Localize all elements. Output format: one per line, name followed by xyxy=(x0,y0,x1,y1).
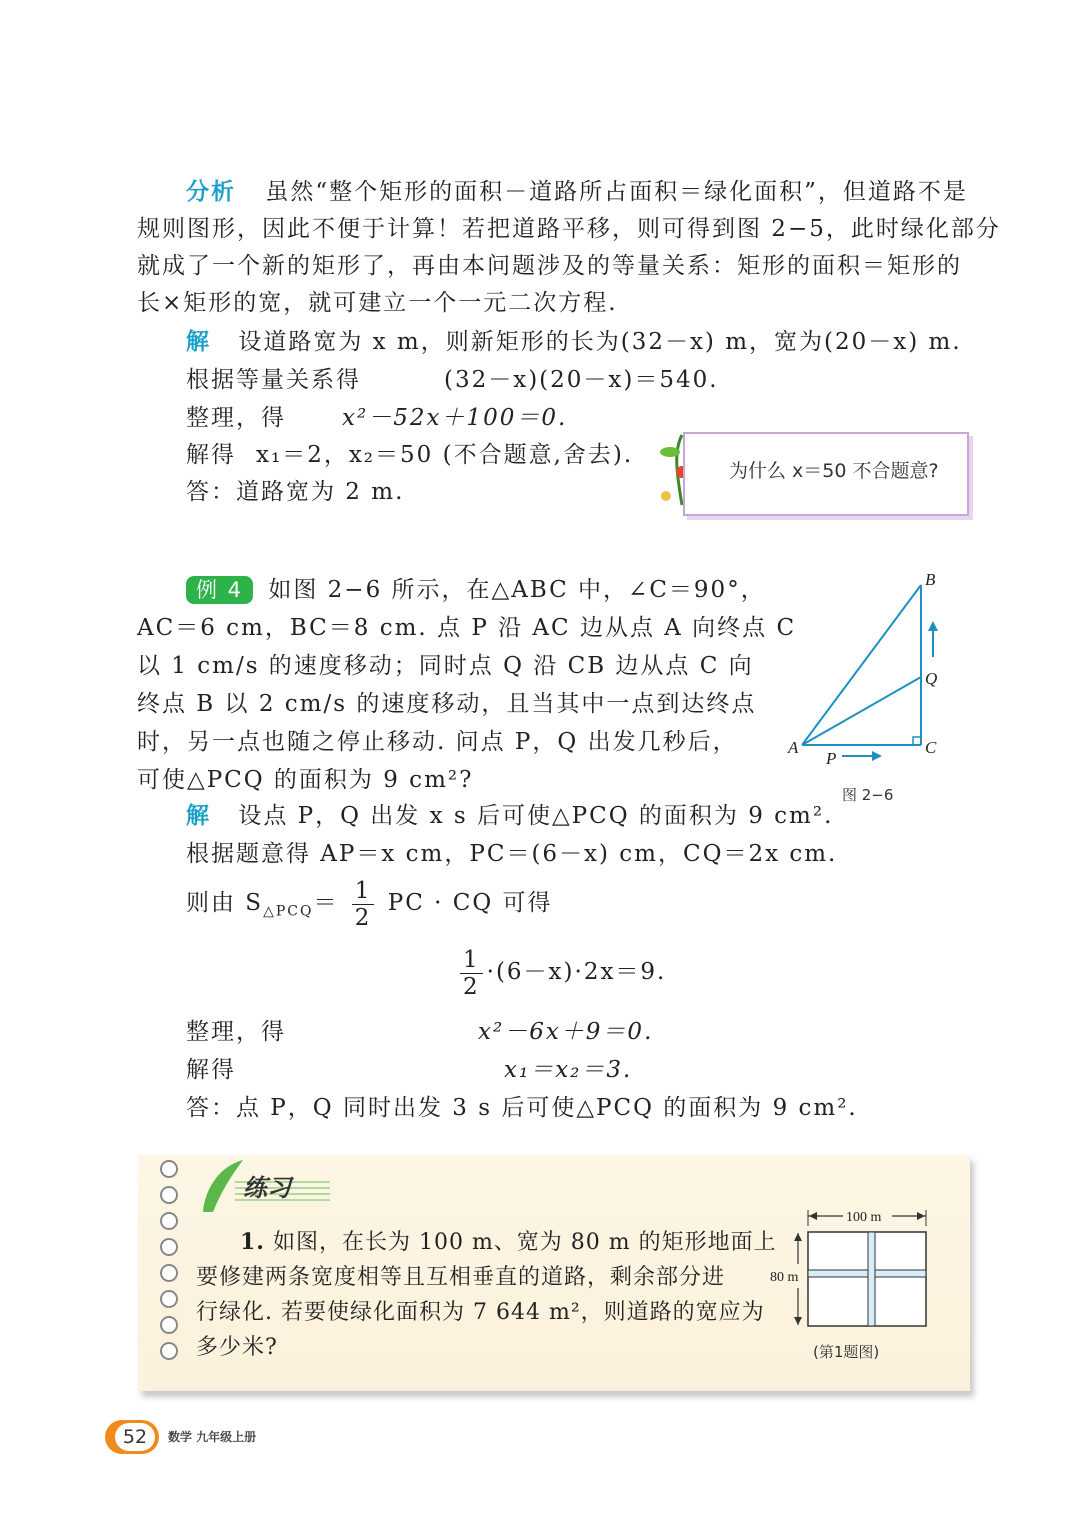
practice-line-3: 行绿化. 若要使绿化面积为 7 644 m²，则道路的宽应为 xyxy=(196,1300,765,1325)
practice-figure xyxy=(768,1206,938,1336)
segment-aq xyxy=(802,677,921,745)
example4-line-5: 时，另一点也随之停止移动. 问点 P，Q 出发几秒后， xyxy=(137,729,738,755)
ring-icon xyxy=(160,1264,178,1282)
solution1-line-5: 答：道路宽为 2 m. xyxy=(186,479,405,505)
solution2-line-4: $\frac{1}{2}$ ·(6－x)·2x＝9. xyxy=(456,946,666,1000)
solution2-line-1: 解 设点 P，Q 出发 x s 后可使△PCQ 的面积为 9 cm². xyxy=(186,803,834,829)
solution1-label: 解 xyxy=(186,329,211,355)
practice-line-2: 要修建两条宽度相等且互相垂直的道路，剩余部分进 xyxy=(196,1265,726,1290)
label-q: Q xyxy=(925,669,938,688)
example4-tag: 例 4 xyxy=(186,576,253,604)
figure-2-6-caption: 图 2−6 xyxy=(842,786,894,804)
fig-height-label: 80 m xyxy=(770,1270,799,1285)
fraction-half-2: $\frac{1}{2}$ xyxy=(460,947,483,1000)
example4-line-1: 例 4 如图 2−6 所示，在△ABC 中，∠C＝90°， xyxy=(186,574,766,606)
fig-width-label: 100 m xyxy=(846,1210,882,1225)
side-ab xyxy=(802,585,921,745)
ring-icon xyxy=(160,1238,178,1256)
practice-line-1: 1. 如图，在长为 100 m、宽为 80 m 的矩形地面上 xyxy=(240,1229,777,1255)
ring-icon xyxy=(160,1186,178,1204)
ring-icon xyxy=(160,1160,178,1178)
practice-title: 练习 xyxy=(243,1174,291,1202)
ring-icon xyxy=(160,1316,178,1334)
example4-line-6: 可使△PCQ 的面积为 9 cm²? xyxy=(137,767,474,793)
note-text: 为什么 x＝50 不合题意? xyxy=(729,460,939,482)
solution1-line-2: 根据等量关系得 (32－x)(20－x)＝540. xyxy=(186,367,719,393)
example4-line-4: 终点 B 以 2 cm/s 的速度移动，且当其中一点到达终点 xyxy=(137,691,757,717)
example4-line-2: AC＝6 cm，BC＝8 cm. 点 P 沿 AC 边从点 A 向终点 C xyxy=(137,615,797,641)
label-c: C xyxy=(925,738,937,757)
solution2-line-3: 则由 $S_{\triangle PCQ}=$ $\frac{1}{2}$ PC · CQ 可得 xyxy=(186,877,553,931)
solution2-line-5: 整理，得 x²－6x＋9＝0. xyxy=(186,1019,654,1045)
ring-icon xyxy=(160,1342,178,1360)
page-number-badge xyxy=(105,1420,159,1454)
ring-icon xyxy=(160,1290,178,1308)
solution2-label: 解 xyxy=(186,803,211,829)
analysis-line-4: 长×矩形的宽，就可建立一个一元二次方程. xyxy=(137,290,618,316)
right-angle-mark xyxy=(913,737,921,745)
figure-2-6 xyxy=(780,565,960,805)
fraction-half: $\frac{1}{2}$ xyxy=(352,878,375,931)
solution2-line-6: 解得 x₁＝x₂＝3. xyxy=(186,1057,633,1083)
ring-icon xyxy=(160,1212,178,1230)
footer xyxy=(105,1420,257,1454)
arrow-up-head-icon xyxy=(928,621,938,631)
analysis-line-3: 就成了一个新的矩形了，再由本问题涉及的等量关系：矩形的面积＝矩形的 xyxy=(137,253,962,279)
solution2-line-7: 答：点 P，Q 同时出发 3 s 后可使△PCQ 的面积为 9 cm². xyxy=(186,1095,858,1121)
analysis-line-2: 规则图形，因此不便于计算！若把道路平移，则可得到图 2−5，此时绿化部分 xyxy=(137,216,1001,242)
leaf-icon xyxy=(203,1160,243,1212)
solution1-line-4: 解得 x₁＝2，x₂＝50 (不合题意,舍去). xyxy=(186,442,634,468)
note-bubble xyxy=(683,432,969,516)
page-number: 52 xyxy=(115,1423,155,1451)
analysis-line-1: 分析 虽然“整个矩形的面积－道路所占面积＝绿化面积”，但道路不是 xyxy=(186,179,968,205)
example4-line-3: 以 1 cm/s 的速度移动；同时点 Q 沿 CB 边从点 C 向 xyxy=(137,653,754,679)
label-p: P xyxy=(826,749,837,768)
practice-figure-caption: (第1题图) xyxy=(813,1343,880,1361)
solution1-line-1: 解 设道路宽为 x m，则新矩形的长为(32－x) m，宽为(20－x) m. xyxy=(186,329,962,355)
arrow-right-head-icon xyxy=(872,751,882,761)
label-a: A xyxy=(788,738,799,757)
book-title: 数学 九年级上册 xyxy=(168,1430,257,1444)
solution2-line-2: 根据题意得 AP＝x cm，PC＝(6－x) cm，CQ＝2x cm. xyxy=(186,841,838,867)
analysis-label: 分析 xyxy=(186,179,236,205)
solution1-line-3: 整理，得 x²－52x＋100＝0. xyxy=(186,405,568,431)
label-b: B xyxy=(925,570,936,589)
practice-line-4: 多少米? xyxy=(196,1335,278,1360)
